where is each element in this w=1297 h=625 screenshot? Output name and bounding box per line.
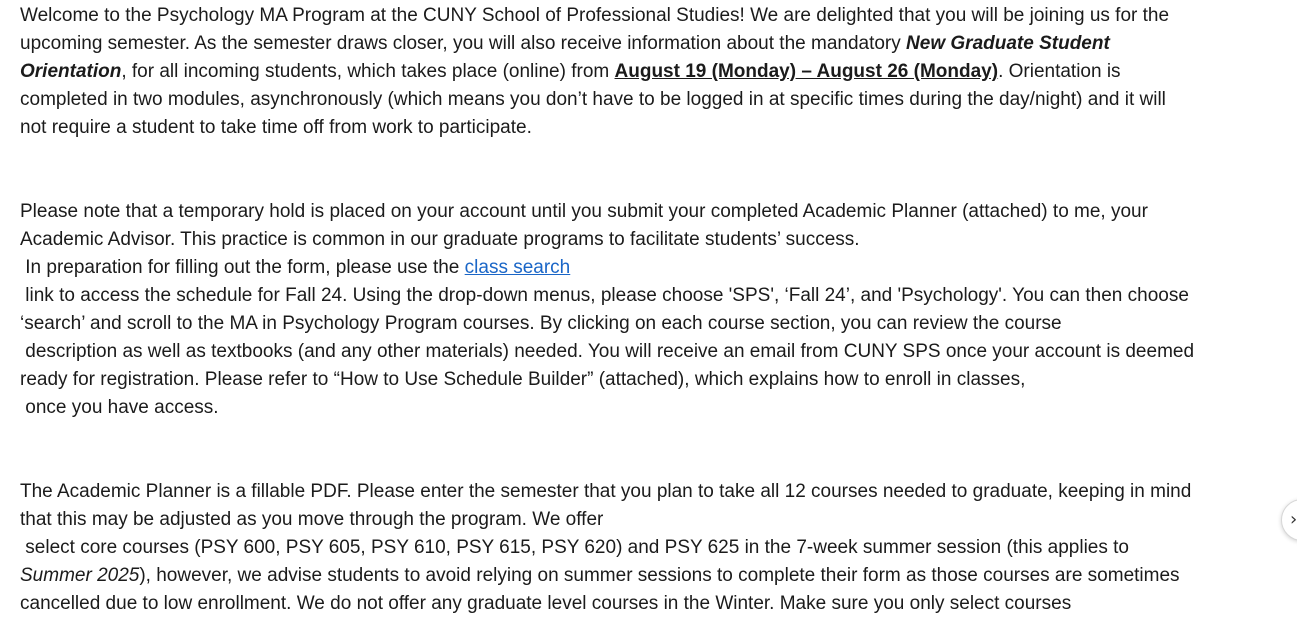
text-line: Welcome to the Psychology MA Program at the CUNY School of Professional Studies! We are delighted that you will be joining us for the [20, 5, 1170, 26]
text-line: Please note that a temporary hold is placed on your account until you submit your completed Academic Planner (attached) to me, your [20, 201, 1148, 222]
orientation-dates: August 19 (Monday) – August 26 (Monday) [614, 61, 999, 82]
text-line: Academic Advisor. This practice is common in our graduate programs to facilitate students’ success. [20, 229, 860, 250]
text-line [20, 254, 1260, 282]
text-line [20, 30, 1260, 58]
text-line [20, 58, 1260, 86]
text-line: ‘search’ and scroll to the MA in Psychology Program courses. By clicking on each course section, you can review the course [20, 313, 1062, 334]
text-line: completed in two modules, asynchronously (which means you don’t have to be logged in at specific times during the day/night) and it will [20, 89, 1166, 110]
class-search-link[interactable]: class search [464, 257, 571, 278]
text-line: link to access the schedule for Fall 24. Using the drop-down menus, please choose 'SPS', ‘Fall 24’, and 'Psychology'. You can then choose [20, 285, 1189, 306]
text-line: ready for registration. Please refer to “How to Use Schedule Builder” (attached), which explains how to enroll in classes, [20, 369, 1026, 390]
orientation-emphasis: New Graduate Student [906, 33, 1110, 54]
text-run: . Orientation is [998, 61, 1121, 82]
document-body [20, 2, 1260, 618]
text-line: select core courses (PSY 600, PSY 605, PSY 610, PSY 615, PSY 620) and PSY 625 in the 7-week summer session (this applies to [20, 537, 1129, 558]
hold-paragraph [20, 198, 1260, 422]
text-run: In preparation for filling out the form, please use the [20, 257, 465, 278]
text-line: The Academic Planner is a fillable PDF. Please enter the semester that you plan to take all 12 courses needed to graduate, keeping in mind [20, 481, 1192, 502]
text-line: description as well as textbooks (and any other materials) needed. You will receive an email from CUNY SPS once your account is deemed [20, 341, 1195, 362]
planner-paragraph [20, 478, 1260, 618]
text-line: not require a student to take time off from work to participate. [20, 117, 532, 138]
summer-term-emphasis: Summer 2025 [20, 565, 140, 586]
scroll-right-button[interactable] [1281, 499, 1297, 541]
chevron-right-icon: › [1290, 509, 1297, 530]
text-line: once you have access. [20, 397, 219, 418]
text-run: upcoming semester. As the semester draws closer, you will also receive information about the mandatory [20, 33, 907, 54]
text-line [20, 562, 1260, 590]
text-run: ), however, we advise students to avoid relying on summer sessions to complete their form as those courses are sometimes [139, 565, 1180, 586]
paragraph-spacer [20, 142, 1260, 198]
text-line: that this may be adjusted as you move through the program. We offer [20, 509, 604, 530]
text-line: cancelled due to low enrollment. We do not offer any graduate level courses in the Winter. Make sure you only select courses [20, 593, 1072, 614]
orientation-emphasis: Orientation [20, 61, 122, 82]
welcome-paragraph [20, 2, 1260, 142]
text-run: , for all incoming students, which takes place (online) from [121, 61, 615, 82]
paragraph-spacer [20, 422, 1260, 478]
